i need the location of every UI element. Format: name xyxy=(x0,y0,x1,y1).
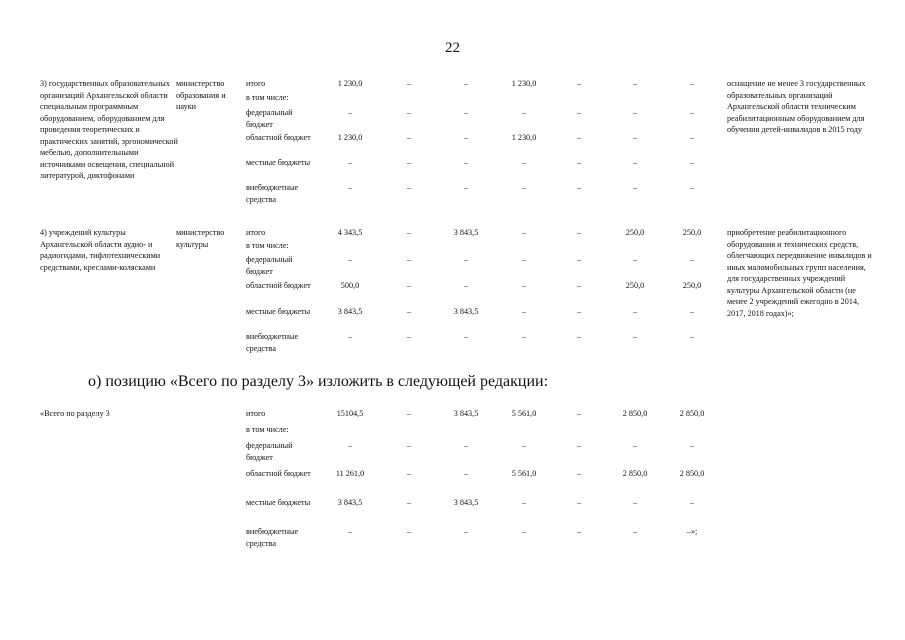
block-description: 3) государственных образовательных организаций Архангельской области специальным программным оборудованием, оборудованием для проведения теоретических и практических занятий, эргономической мебелью, дополнительными источниками освещения, специальной литературой, диктофонами xyxy=(40,79,178,180)
funding-source-label: областной бюджет xyxy=(246,133,311,142)
value-cell: – xyxy=(521,183,527,192)
value-cell: 5 561,0 xyxy=(511,409,537,418)
value-cell: – xyxy=(406,469,412,478)
funding-source-label: федеральный бюджет xyxy=(246,441,293,462)
value-cell: – xyxy=(463,183,469,192)
value-cell: – xyxy=(632,498,638,507)
value-cell: – xyxy=(689,498,695,507)
value-cell: – xyxy=(632,441,638,450)
funding-source-label: итого xyxy=(246,79,266,88)
value-cell: – xyxy=(521,108,527,117)
value-cell: – xyxy=(576,228,582,237)
funding-source-label: итого xyxy=(246,228,266,237)
value-cell: – xyxy=(347,527,353,536)
value-cell: – xyxy=(632,255,638,264)
value-cell: 250,0 xyxy=(625,228,645,237)
value-cell: – xyxy=(406,281,412,290)
value-cell: – xyxy=(406,133,412,142)
value-cell: – xyxy=(406,498,412,507)
value-cell: – xyxy=(689,108,695,117)
value-cell: 250,0 xyxy=(625,281,645,290)
section-heading: о) позицию «Всего по разделу 3» изложить в следующей редакции: xyxy=(88,373,549,390)
value-cell: – xyxy=(521,281,527,290)
value-cell: – xyxy=(463,441,469,450)
value-cell: – xyxy=(576,281,582,290)
value-cell: 3 843,5 xyxy=(453,307,479,316)
value-cell: – xyxy=(406,332,412,341)
value-cell: – xyxy=(576,255,582,264)
value-cell: – xyxy=(406,527,412,536)
value-cell: 250,0 xyxy=(682,228,702,237)
value-cell: – xyxy=(406,228,412,237)
value-cell: – xyxy=(347,108,353,117)
value-cell: – xyxy=(576,441,582,450)
value-cell: – xyxy=(463,469,469,478)
value-cell: – xyxy=(463,255,469,264)
value-cell: 2 850,0 xyxy=(679,469,705,478)
value-cell: – xyxy=(689,183,695,192)
value-cell: 1 230,0 xyxy=(511,133,537,142)
funding-source-label: федеральный бюджет xyxy=(246,255,293,276)
funding-source-label: итого xyxy=(246,409,266,418)
value-cell: – xyxy=(632,332,638,341)
value-cell: – xyxy=(521,527,527,536)
value-cell: – xyxy=(463,332,469,341)
value-cell: – xyxy=(632,158,638,167)
funding-source-label: в том числе: xyxy=(246,93,289,102)
funding-source-label: областной бюджет xyxy=(246,281,311,290)
value-cell: 5 561,0 xyxy=(511,469,537,478)
value-cell: – xyxy=(632,183,638,192)
value-cell: – xyxy=(406,409,412,418)
value-cell: 3 843,5 xyxy=(337,307,363,316)
funding-source-label: местные бюджеты xyxy=(246,307,311,316)
value-cell: – xyxy=(576,498,582,507)
value-cell: 3 843,5 xyxy=(453,409,479,418)
value-cell: – xyxy=(689,255,695,264)
value-cell: – xyxy=(632,108,638,117)
value-cell: – xyxy=(576,469,582,478)
value-cell: – xyxy=(576,409,582,418)
value-cell: – xyxy=(463,158,469,167)
value-cell: – xyxy=(406,79,412,88)
value-cell: 15104,5 xyxy=(336,409,364,418)
value-cell: – xyxy=(576,332,582,341)
value-cell: – xyxy=(521,255,527,264)
value-cell: – xyxy=(689,332,695,341)
value-cell: – xyxy=(632,133,638,142)
value-cell: – xyxy=(689,307,695,316)
block-note: приобретение реабилитационного оборудования и технических средств, облегчающих передвижение инвалидов и иных маломобильных групп населения, для государственных учреждений культуры Архангельской области (не менее 2 учреждений ежегодно в 2014, 2017, 2018 годах)»; xyxy=(727,228,872,318)
value-cell: 2 850,0 xyxy=(622,469,648,478)
value-cell: – xyxy=(521,498,527,507)
value-cell: – xyxy=(632,307,638,316)
value-cell: – xyxy=(576,79,582,88)
value-cell: – xyxy=(576,133,582,142)
value-cell: – xyxy=(463,79,469,88)
value-cell: – xyxy=(576,183,582,192)
value-cell: – xyxy=(463,108,469,117)
funding-source-label: в том числе: xyxy=(246,241,289,250)
funding-source-label: федеральный бюджет xyxy=(246,108,293,129)
value-cell: 1 230,0 xyxy=(511,79,537,88)
funding-source-label: в том числе: xyxy=(246,425,289,434)
funding-source-label: внебюджетные средства xyxy=(246,183,299,204)
value-cell: 1 230,0 xyxy=(337,79,363,88)
funding-source-label: областной бюджет xyxy=(246,469,311,478)
value-cell: – xyxy=(521,332,527,341)
block-description: «Всего по разделу 3 xyxy=(40,409,110,418)
value-cell: 1 230,0 xyxy=(337,133,363,142)
value-cell: – xyxy=(576,108,582,117)
value-cell: – xyxy=(406,108,412,117)
page-number: 22 xyxy=(445,40,460,56)
value-cell: – xyxy=(347,255,353,264)
value-cell: – xyxy=(347,183,353,192)
funding-source-label: внебюджетные средства xyxy=(246,527,299,548)
value-cell: – xyxy=(347,332,353,341)
value-cell: – xyxy=(576,527,582,536)
funding-source-label: внебюджетные средства xyxy=(246,332,299,353)
value-cell: – xyxy=(463,281,469,290)
value-cell: – xyxy=(689,441,695,450)
value-cell: – xyxy=(463,527,469,536)
value-cell: – xyxy=(689,79,695,88)
block-description: 4) учреждений культуры Архангельской области аудио- и радиогидами, тифлотехническими средствами, креслами-колясками xyxy=(40,228,161,272)
value-cell: 11 261,0 xyxy=(335,469,365,478)
value-cell: – xyxy=(576,158,582,167)
value-cell: – xyxy=(406,441,412,450)
value-cell: – xyxy=(632,79,638,88)
value-cell: – xyxy=(632,527,638,536)
value-cell: – xyxy=(521,158,527,167)
value-cell: – xyxy=(689,133,695,142)
funding-source-label: местные бюджеты xyxy=(246,498,311,507)
value-cell: 3 843,5 xyxy=(337,498,363,507)
value-cell: – xyxy=(406,255,412,264)
funding-source-label: местные бюджеты xyxy=(246,158,311,167)
block-responsible: министерство культуры xyxy=(176,228,225,249)
block-responsible: министерство образования и науки xyxy=(176,79,226,111)
value-cell: – xyxy=(689,158,695,167)
value-cell: – xyxy=(347,441,353,450)
value-cell: 250,0 xyxy=(682,281,702,290)
value-cell: –»; xyxy=(686,527,698,536)
value-cell: – xyxy=(463,133,469,142)
value-cell: 500,0 xyxy=(340,281,360,290)
value-cell: 3 843,5 xyxy=(453,498,479,507)
value-cell: – xyxy=(521,307,527,316)
block-note: оснащение не менее 3 государственных образовательных организаций Архангельской области техническим реабилитационным оборудованием для обучения детей-инвалидов в 2015 году xyxy=(727,79,866,134)
value-cell: 2 850,0 xyxy=(622,409,648,418)
value-cell: – xyxy=(406,183,412,192)
value-cell: 3 843,5 xyxy=(453,228,479,237)
value-cell: – xyxy=(406,158,412,167)
value-cell: – xyxy=(576,307,582,316)
value-cell: 4 343,5 xyxy=(337,228,363,237)
value-cell: – xyxy=(406,307,412,316)
value-cell: – xyxy=(347,158,353,167)
value-cell: 2 850,0 xyxy=(679,409,705,418)
value-cell: – xyxy=(521,441,527,450)
value-cell: – xyxy=(521,228,527,237)
